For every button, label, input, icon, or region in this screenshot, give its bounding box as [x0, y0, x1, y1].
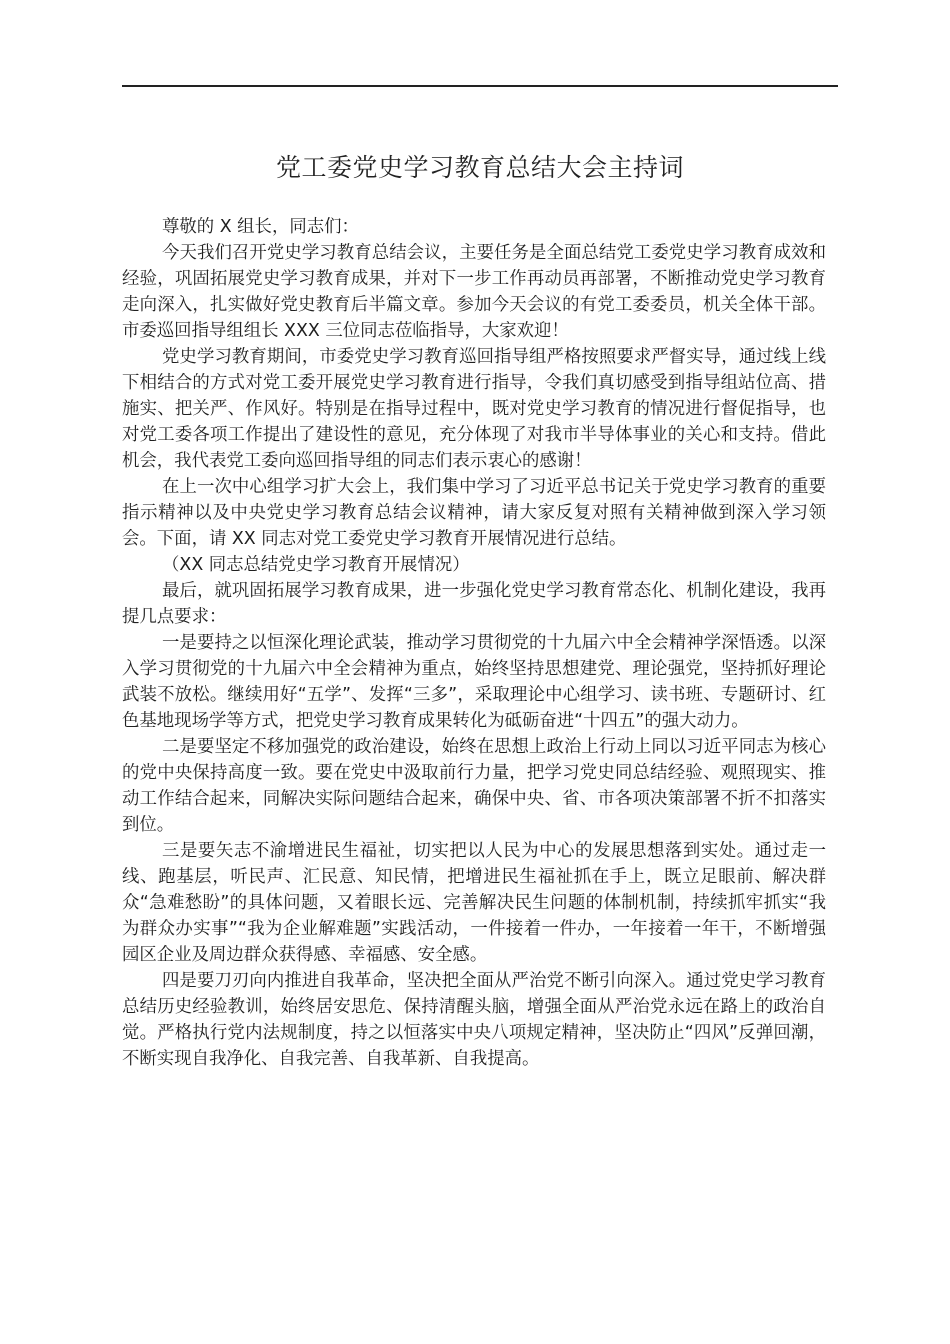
paragraph-opening: 今天我们召开党史学习教育总结会议，主要任务是全面总结党工委党史学习教育成效和经验，巩固拓展党史学习教育成果，并对下一步工作再动员再部署，不断推动党史学习教育走向深入，扎实做好党史教育后半篇文章。参加今天会议的有党工委委员，机关全体干部。市委巡回指导组组长 XXX 三位同志莅临指导，大家欢迎！ [122, 243, 826, 341]
paragraph-requirements-intro: 最后，就巩固拓展学习教育成果，进一步强化党史学习教育常态化、机制化建设，我再提几点要求： [122, 581, 826, 627]
document-body [122, 214, 826, 1072]
paragraph-summary-note: （XX 同志总结党史学习教育开展情况） [162, 555, 470, 575]
paragraph-requirement-3: 三是要矢志不渝增进民生福祉，切实把以人民为中心的发展思想落到实处。通过走一线、跑基层，听民声、汇民意、知民情，把增进民生福祉抓在手上，既立足眼前、解决群众“急难愁盼”的具体问题，又着眼长远、完善解决民生问题的体制机制，持续抓牢抓实“我为群众办实事”“我为企业解难题”实践活动，一件接着一件办，一年接着一年干，不断增强园区企业及周边群众获得感、幸福感、安全感。 [122, 841, 826, 965]
paragraph-requirement-2: 二是要坚定不移加强党的政治建设，始终在思想上政治上行动上同以习近平同志为核心的党中央保持高度一致。要在党史中汲取前行力量，把学习党史同总结经验、观照现实、推动工作结合起来，同解决实际问题结合起来，确保中央、省、市各项决策部署不折不扣落实到位。 [122, 737, 826, 835]
paragraph-requirement-1: 一是要持之以恒深化理论武装，推动学习贯彻党的十九届六中全会精神学深悟透。以深入学习贯彻党的十九届六中全会精神为重点，始终坚持思想建党、理论强党，坚持抓好理论武装不放松。继续用好“五学”、发挥“三多”，采取理论中心组学习、读书班、专题研讨、红色基地现场学等方式，把党史学习教育成果转化为砥砺奋进“十四五”的强大动力。 [122, 633, 826, 731]
paragraph-salutation: 尊敬的 X 组长，同志们： [162, 217, 359, 237]
paragraph-guidance-thanks: 党史学习教育期间，市委党史学习教育巡回指导组严格按照要求严督实导，通过线上线下相结合的方式对党工委开展党史学习教育进行指导，令我们真切感受到指导组站位高、措施实、把关严、作风好。特别是在指导过程中，既对党史学习教育的情况进行督促指导，也对党工委各项工作提出了建设性的意见，充分体现了对我市半导体事业的关心和支持。借此机会，我代表党工委向巡回指导组的同志们表示衷心的感谢！ [122, 347, 826, 471]
document-title: 党工委党史学习教育总结大会主持词 [275, 153, 684, 182]
paragraph-study-review: 在上一次中心组学习扩大会上，我们集中学习了习近平总书记关于党史学习教育的重要指示精神以及中央党史学习教育总结会议精神，请大家反复对照有关精神做到深入学习领会。下面，请 XX 同志对党工委党史学习教育开展情况进行总结。 [122, 477, 826, 549]
paragraph-requirement-4: 四是要刀刃向内推进自我革命，坚决把全面从严治党不断引向深入。通过党史学习教育总结历史经验教训，始终居安思危、保持清醒头脑，增强全面从严治党永远在路上的政治自觉。严格执行党内法规制度，持之以恒落实中央八项规定精神，坚决防止“四风”反弹回潮，不断实现自我净化、自我完善、自我革新、自我提高。 [122, 971, 826, 1069]
header-rule [122, 85, 838, 87]
